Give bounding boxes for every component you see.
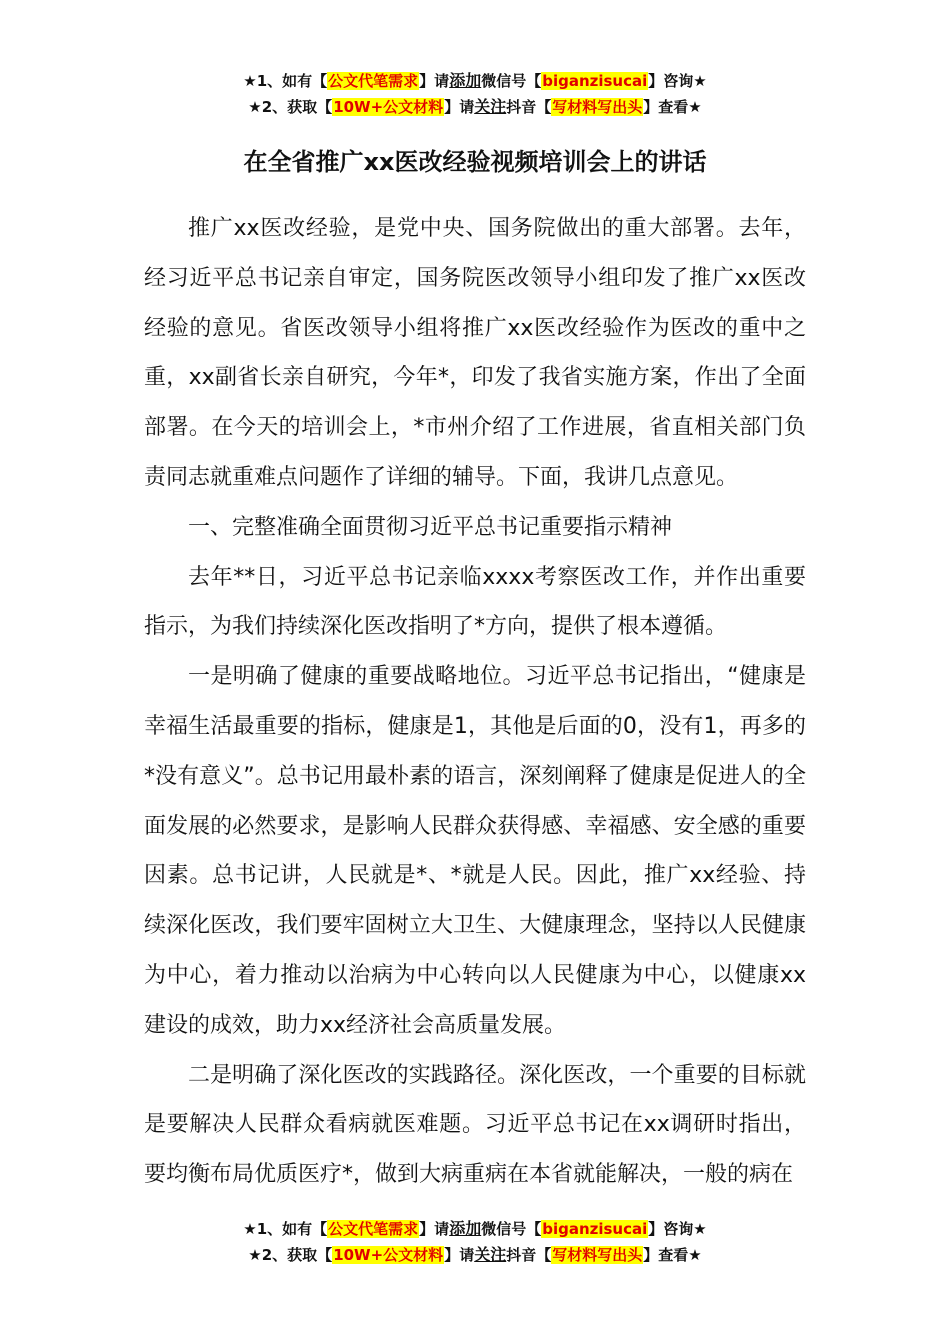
promo-highlight: 写材料写出头 xyxy=(552,98,643,116)
promo-text: 微信号【 xyxy=(481,72,542,90)
promo-text: 】请 xyxy=(444,98,475,116)
body-paragraph: 一是明确了健康的重要战略地位。习近平总书记指出，“健康是幸福生活最重要的指标，健康是1，其他是后面的0，没有1，再多的*没有意义”。总书记用最朴素的语言，深刻阐释了健康是促进人的全面发展的必然要求，是影响人民群众获得感、幸福感、安全感的重要因素。总书记讲，人民就是*、*就是人民。因此，推广xx经验、持续深化医改，我们要牢固树立大卫生、大健康理念，坚持以人民健康为中心，着力推动以治病为中心转向以人民健康为中心，以健康xx建设的成效，助力xx经济社会高质量发展。 xyxy=(144,664,806,1038)
promo-line-1 xyxy=(0,1216,950,1242)
promo-text: ★2、获取【 xyxy=(248,1246,333,1264)
promo-line-1 xyxy=(0,68,950,94)
promo-text: 】请 xyxy=(419,72,450,90)
promo-highlight: 公文代笔需求 xyxy=(328,1220,419,1238)
body-paragraph: 推广xx医改经验，是党中央、国务院做出的重大部署。去年，经习近平总书记亲自审定，国务院医改领导小组印发了推广xx医改经验的意见。省医改领导小组将推广xx医改经验作为医改的重中之重，xx副省长亲自研究，今年*，印发了我省实施方案，作出了全面部署。在今天的培训会上，*市州介绍了工作进展，省直相关部门负责同志就重难点问题作了详细的辅导。下面，我讲几点意见。 xyxy=(144,216,806,490)
promo-highlight: 写材料写出头 xyxy=(552,1246,643,1264)
promo-emphasis: 添加 xyxy=(449,71,482,90)
promo-text: 】查看★ xyxy=(643,1246,702,1264)
promo-text: 】查看★ xyxy=(643,98,702,116)
promo-text: 微信号【 xyxy=(481,1220,542,1238)
promo-highlight: 公文代笔需求 xyxy=(328,72,419,90)
promo-emphasis: 关注 xyxy=(474,1245,507,1264)
promo-emphasis: 关注 xyxy=(474,97,507,116)
document-body xyxy=(144,204,806,1200)
promo-highlight: 10W+公文材料 xyxy=(333,1246,444,1264)
promo-text: 】咨询★ xyxy=(648,1220,707,1238)
promo-banner-bottom xyxy=(0,1216,950,1268)
body-paragraph: 去年**日，习近平总书记亲临xxxx考察医改工作，并作出重要指示，为我们持续深化医改指明了*方向，提供了根本遵循。 xyxy=(144,564,806,640)
promo-text: 】咨询★ xyxy=(648,72,707,90)
promo-text: ★1、如有【 xyxy=(243,72,328,90)
promo-text: 】请 xyxy=(444,1246,475,1264)
section-heading: 一、完整准确全面贯彻习近平总书记重要指示精神 xyxy=(188,514,673,540)
promo-text: ★2、获取【 xyxy=(248,98,333,116)
promo-text: 抖音【 xyxy=(506,98,552,116)
promo-banner-top xyxy=(0,68,950,120)
promo-text: 抖音【 xyxy=(506,1246,552,1264)
promo-text: 】请 xyxy=(419,1220,450,1238)
promo-highlight: biganzisucai xyxy=(542,72,648,90)
promo-line-2 xyxy=(0,1242,950,1268)
promo-highlight: 10W+公文材料 xyxy=(333,98,444,116)
promo-emphasis: 添加 xyxy=(449,1219,482,1238)
promo-highlight: biganzisucai xyxy=(542,1220,648,1238)
document-title: 在全省推广xx医改经验视频培训会上的讲话 xyxy=(243,148,707,176)
promo-text: ★1、如有【 xyxy=(243,1220,328,1238)
body-paragraph: 二是明确了深化医改的实践路径。深化医改，一个重要的目标就是要解决人民群众看病就医难题。习近平总书记在xx调研时指出，要均衡布局优质医疗*，做到大病重病在本省就能解决，一般的病在 xyxy=(144,1062,806,1188)
promo-line-2 xyxy=(0,94,950,120)
